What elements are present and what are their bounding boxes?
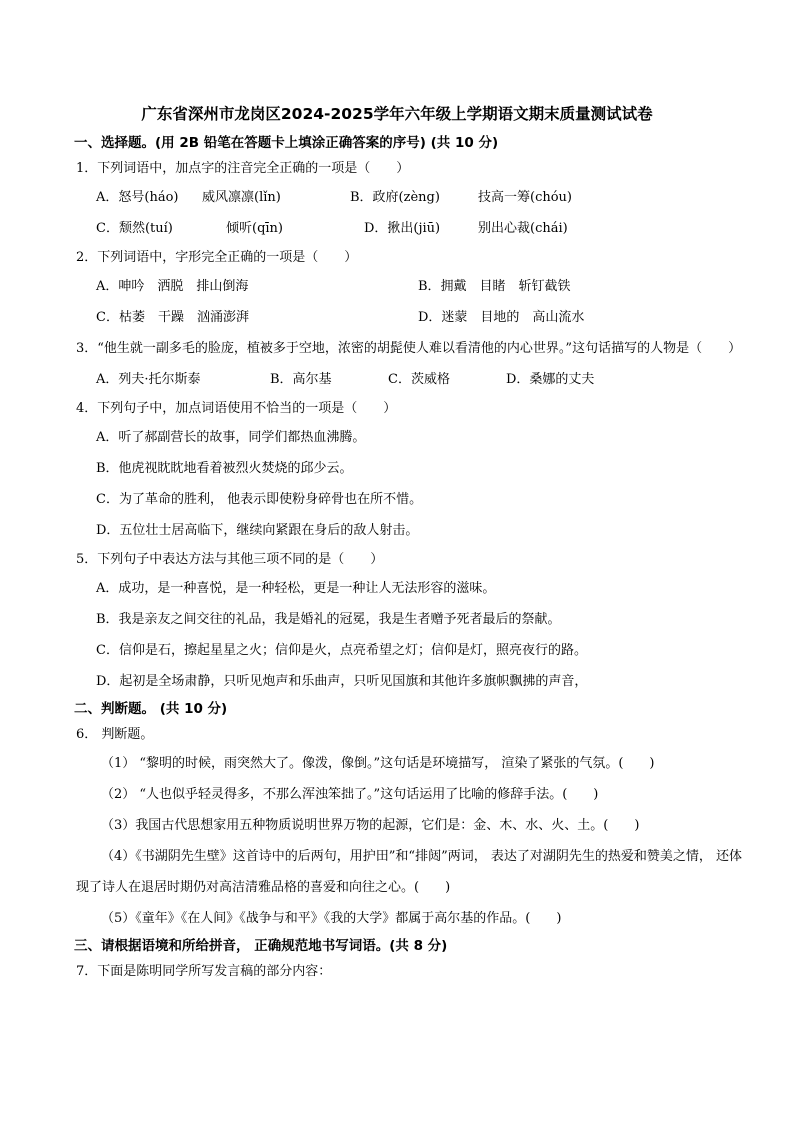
q6-statement-1: （1） “黎明的时候，雨突然大了。像泼，像倒。”这句话是环境描写， 渲染了紧张的气氛。( ) [101, 756, 655, 771]
q2-option-d: D．迷蒙 目地的 高山流水 [418, 310, 585, 325]
question-7-stem: 7．下面是陈明同学所写发言稿的部分内容： [76, 964, 332, 979]
q3-option-b: B．高尔基 [270, 372, 332, 387]
q4-option-d: D．五位壮士居高临下，继续向紧跟在身后的敌人射击。 [96, 523, 419, 538]
q5-option-b: B．我是亲友之间交往的礼品，我是婚礼的冠冕，我是生者赠予死者最后的祭献。 [96, 612, 561, 627]
q6-statement-5: （5）《童年》《在人间》《战争与和平》《我的大学》都属于高尔基的作品。( ) [101, 911, 562, 926]
question-1-row-cd [76, 213, 742, 244]
q5-option-a: A．成功，是一种喜悦，是一种轻松，更是一种让人无法形容的滋味。 [96, 581, 496, 596]
q4-option-b: B．他虎视眈眈地看着被烈火焚烧的邱少云。 [96, 461, 353, 476]
q1-option-b-word2: 技高一筹(chóu) [478, 190, 572, 205]
q4-option-a: A．听了郝副营长的故事，同学们都热血沸腾。 [96, 430, 366, 445]
q4-option-c: C．为了革命的胜利， 他表示即使粉身碎骨也在所不惜。 [96, 492, 423, 507]
question-6-stem: 6． 判断题。 [76, 727, 154, 742]
q3-option-a: A．列夫·托尔斯泰 [96, 372, 201, 387]
question-4-stem: 4．下列句子中，加点词语使用不恰当的一项是（ ） [76, 401, 397, 416]
section-choice-heading: 一、选择题。(用 2B 铅笔在答题卡上填涂正确答案的序号) (共 10 分) [74, 135, 499, 151]
q1-option-d-word1: D．揪出(jiū) [364, 221, 441, 236]
question-1-stem: 1．下列词语中，加点字的注音完全正确的一项是（ ） [76, 161, 410, 176]
question-2-row-cd [76, 302, 742, 333]
q6-statement-3: （3）我国古代思想家用五种物质说明世界万物的起源，它们是：金、木、水、火、土。( ) [101, 818, 640, 833]
q6-statement-4: （4）《书湖阴先生壁》这首诗中的后两句，用护田”和“排闼”两词， 表达了对湖阴先生的热爱和赞美之情， 还体现了诗人在退居时期仍对高洁清雅品格的喜爱和向往之心。( ) [76, 849, 742, 895]
question-2-stem: 2．下列词语中，字形完全正确的一项是（ ） [76, 250, 358, 265]
q5-option-c: C．信仰是石，擦起星星之火；信仰是火，点亮希望之灯；信仰是灯，照亮夜行的路。 [96, 643, 587, 658]
q1-option-c-word1: C．颓然(tuí) [96, 221, 173, 236]
q1-option-a-word2: 威风凛凛(lǐn) [202, 190, 281, 205]
q1-option-c-word2: 倾听(qīn) [226, 221, 283, 236]
q2-option-c: C．枯萎 干躁 汹涌澎湃 [96, 310, 249, 325]
q3-option-c: C．茨威格 [388, 372, 450, 387]
q5-option-d: D．起初是全场肃静，只听见炮声和乐曲声，只听见国旗和其他许多旗帜飘拂的声音， [96, 674, 588, 689]
q3-option-d: D．桑娜的丈夫 [506, 372, 595, 387]
q1-option-a-word1: A．怒号(háo) [96, 190, 179, 205]
exam-title: 广东省深州市龙岗区2024-2025学年六年级上学期语文期末质量测试试卷 [141, 105, 653, 123]
q1-option-d-word2: 别出心裁(chái) [478, 221, 568, 236]
q1-option-b-word1: B．政府(zèng) [350, 190, 440, 205]
question-3-stem: 3．“他生就一副多毛的脸庞，植被多于空地，浓密的胡髭使人难以看清他的内心世界。”这句话描写的人物是（ ） [76, 341, 742, 356]
q2-option-b: B．拥戴 目睹 斩钉截铁 [418, 279, 571, 294]
question-2-row-ab [76, 271, 742, 302]
q2-option-a: A．呻吟 洒脱 排山倒海 [96, 279, 249, 294]
section-writing-heading: 三、请根据语境和所给拼音， 正确规范地书写词语。(共 8 分) [74, 938, 448, 954]
question-3-options [76, 364, 742, 395]
q6-statement-2: （2） “人也似乎轻灵得多，不那么浑浊笨拙了。”这句话运用了比喻的修辞手法。( ) [101, 787, 599, 802]
question-5-stem: 5．下列句子中表达方法与其他三项不同的是（ ） [76, 552, 384, 567]
question-1-row-ab [76, 182, 742, 213]
section-judgement-heading: 二、判断题。 (共 10 分) [74, 701, 228, 717]
